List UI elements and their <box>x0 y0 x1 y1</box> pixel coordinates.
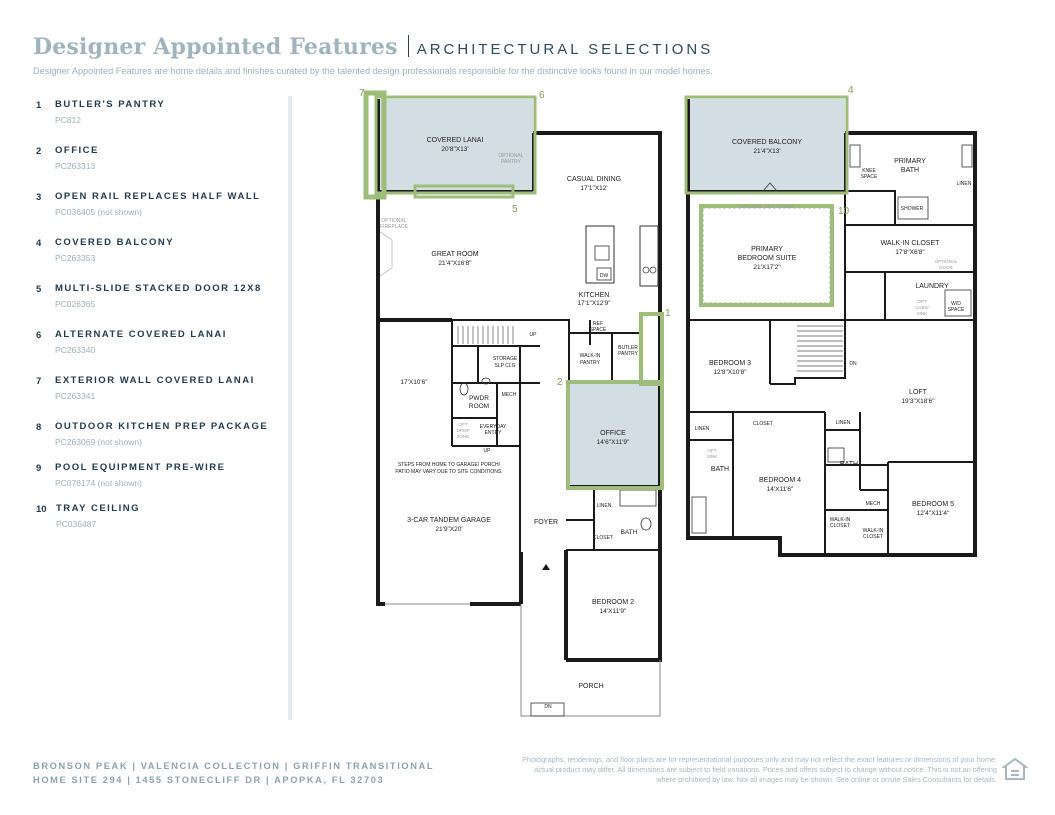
label-optional-pantry: OPTIONAL <box>498 153 524 159</box>
feature-number: 8 <box>36 422 42 433</box>
label-opt-sink-2: SINK <box>706 454 718 459</box>
label-linen-loft: LINEN <box>835 420 851 426</box>
feature-item <box>36 283 281 329</box>
label-optional-fireplace-2: FIREPLACE <box>380 224 408 230</box>
title-sub: ARCHITECTURAL SELECTIONS <box>416 41 714 58</box>
label-garage: 3-CAR TANDEM GARAGE <box>407 517 491 524</box>
feature-code: PC026365 <box>55 299 96 309</box>
feature-title: BUTLER'S PANTRY <box>55 99 166 110</box>
label-bath-loft: BATH <box>839 461 859 468</box>
feature-number: 2 <box>36 146 42 157</box>
feature-title: EXTERIOR WALL COVERED LANAI <box>55 375 255 386</box>
dim-walkin-closet: 17'8"X6'8" <box>895 249 925 256</box>
label-covered-lanai: COVERED LANAI <box>426 137 484 144</box>
feature-code: PC263341 <box>55 391 96 401</box>
feature-number: 7 <box>36 376 42 387</box>
dim-bedroom-4: 14'X11'6" <box>766 486 794 493</box>
feature-number: 4 <box>36 238 42 249</box>
label-walkin-a: WALK-IN <box>829 517 851 523</box>
feature-title: OFFICE <box>55 145 99 156</box>
label-wd-space-2: SPACE <box>947 307 965 313</box>
dim-garage-bay: 17'X10'6" <box>400 379 428 386</box>
feature-code: PC036405 (not shown) <box>55 207 142 217</box>
label-linen-hall: LINEN <box>694 426 710 432</box>
dim-covered-lanai: 20'8"X13' <box>441 146 469 153</box>
label-optional-fireplace: OPTIONAL <box>381 218 407 224</box>
dim-office: 14'6"X11'9" <box>596 439 630 446</box>
feature-title: POOL EQUIPMENT PRE-WIRE <box>55 462 226 473</box>
feature-title: COVERED BALCONY <box>55 237 175 248</box>
dim-bedroom-3: 12'8"X10'8" <box>713 369 747 376</box>
feature-number: 3 <box>36 192 42 203</box>
label-walkin-b: WALK-IN <box>862 528 884 534</box>
feature-code: PC263340 <box>55 345 96 355</box>
marker-4: 4 <box>848 85 854 96</box>
label-dn: DN <box>849 361 857 367</box>
label-covered-balcony: COVERED BALCONY <box>731 139 803 146</box>
label-pwdr-room: PWDR <box>469 395 489 402</box>
label-knee-space-2: SPACE <box>860 174 878 180</box>
label-bedroom-2: BEDROOM 2 <box>591 599 635 606</box>
feature-code: PC036487 <box>56 519 97 529</box>
label-pwdr-room-2: ROOM <box>468 403 490 410</box>
equal-housing-icon <box>1002 757 1028 783</box>
feature-item <box>36 191 281 237</box>
feature-item <box>36 462 281 503</box>
feature-code: PC263069 (not shown) <box>55 437 142 447</box>
label-bath: BATH <box>620 529 638 536</box>
feature-code: PC812 <box>55 115 81 125</box>
divider-line <box>288 96 292 720</box>
label-dw: DW <box>599 273 609 279</box>
dim-kitchen: 17'1"X12'9" <box>577 300 611 307</box>
page-title <box>33 34 713 60</box>
feature-item <box>36 329 281 375</box>
feature-number: 5 <box>36 284 42 295</box>
footer-address <box>33 759 434 787</box>
label-great-room: GREAT ROOM <box>431 251 479 258</box>
label-bath-hall: BATH <box>710 466 730 473</box>
marker-6: 6 <box>539 90 545 101</box>
label-porch: PORCH <box>578 683 604 690</box>
feature-item <box>36 503 281 549</box>
label-porch-dn: DN <box>544 704 552 710</box>
label-walkin-pantry-2: PANTRY <box>580 360 600 366</box>
label-primary-suite: PRIMARY <box>751 246 783 253</box>
dim-covered-balcony: 21'4"X13' <box>753 148 781 155</box>
label-walkin-b-2: CLOSET <box>862 534 884 540</box>
label-walkin-a-2: CLOSET <box>829 523 851 529</box>
label-primary-bath: PRIMARY <box>894 158 926 165</box>
label-closet-hall: CLOSET <box>752 421 774 427</box>
feature-number: 6 <box>36 330 42 341</box>
floor-plan <box>355 84 985 722</box>
dim-garage: 21'9"X20' <box>435 526 463 533</box>
label-ref-space: REF <box>593 321 603 327</box>
label-everyday-entry-2: ENTRY <box>484 430 502 436</box>
dim-bedroom-2: 14'X11'9" <box>599 608 627 615</box>
dim-bedroom-5: 12'4"X11'4" <box>916 510 950 517</box>
dim-primary-suite: 21'X17'2" <box>753 264 781 271</box>
feature-title: ALTERNATE COVERED LANAI <box>55 329 227 340</box>
feature-number: 9 <box>36 463 42 474</box>
label-opt-sink: OPT <box>707 448 717 453</box>
label-walkin-closet: WALK-IN CLOSET <box>880 240 940 247</box>
label-optional-tray: OPTIONAL TRAY CEILING <box>739 204 795 209</box>
label-laundry: LAUNDRY <box>915 283 949 290</box>
marker-10: 10 <box>838 206 850 217</box>
feature-code: PC263353 <box>55 253 96 263</box>
footer-disclaimer: Photographs, renderings, and floor plans are for representational purposes only and may not reflect the exact features or dimensions of your home; actual product may differ. All dimensions are subject to field variations. Prices and offers subject to change without notice. This is not an offering where prohibited by law. Not all images may be shown. See online or onsite Sales Consultants for details. <box>522 755 997 784</box>
label-closet: CLOSET <box>592 535 614 541</box>
feature-list <box>36 99 281 549</box>
feature-item <box>36 145 281 191</box>
label-bedroom-3: BEDROOM 3 <box>708 360 752 367</box>
marker-2: 2 <box>557 377 563 388</box>
feature-title: TRAY CEILING <box>56 503 140 514</box>
label-opt-cabs-2: CABS/ <box>915 305 929 310</box>
label-linen: LINEN <box>596 503 612 509</box>
label-foyer: FOYER <box>533 519 559 526</box>
label-casual-dining: CASUAL DINING <box>566 176 622 183</box>
feature-code: PC263313 <box>55 161 96 171</box>
label-opt-cabs-3: SINK <box>916 311 928 316</box>
label-opt-drop-zone: OPT <box>458 422 468 427</box>
label-office: OFFICE <box>600 430 626 437</box>
label-wd-space: W/D <box>951 301 961 307</box>
feature-item <box>36 99 281 145</box>
label-bedroom-5: BEDROOM 5 <box>911 501 955 508</box>
feature-number: 10 <box>36 504 47 515</box>
dim-great-room: 21'4"X16'8" <box>438 260 472 267</box>
covered-lanai-fill <box>378 99 533 191</box>
feature-number: 1 <box>36 100 42 111</box>
page-description: Designer Appointed Features are home details and finishes curated by the talented design professionals responsible for the distinctive looks found in our model homes. <box>33 66 713 76</box>
label-up-entry: UP <box>483 448 491 454</box>
label-storage: STORAGE <box>492 356 518 362</box>
label-mech-2: MECH <box>865 501 881 507</box>
label-ref-space-2: SPACE <box>589 327 607 333</box>
feature-title: MULTI-SLIDE STACKED DOOR 12X8 <box>55 283 262 294</box>
label-storage-2: SLP CLG <box>494 363 516 369</box>
footer-line-2: HOME SITE 294 | 1455 STONECLIFF DR | APOPKA, FL 32703 <box>33 775 385 785</box>
dim-loft: 19'3"X18'6" <box>901 398 935 405</box>
label-linen-primary: LINEN <box>956 181 972 187</box>
feature-item <box>36 375 281 421</box>
marker-5: 5 <box>512 204 518 215</box>
second-floor-plan <box>688 99 975 555</box>
label-loft: LOFT <box>909 389 927 396</box>
label-optional-door-2: DOOR <box>939 265 953 270</box>
feature-item <box>36 421 281 462</box>
label-butler-pantry-2: PANTRY <box>618 351 638 357</box>
footer-line-1: BRONSON PEAK | VALENCIA COLLECTION | GRIFFIN TRANSITIONAL <box>33 761 435 771</box>
label-mech: MECH <box>501 392 517 398</box>
label-knee-space: KNEE <box>862 168 876 174</box>
label-primary-suite-2: BEDROOM SUITE <box>737 255 797 262</box>
label-opt-drop-zone-2: DROP <box>456 428 470 433</box>
label-optional-door: OPTIONAL <box>934 259 958 264</box>
label-shower: SHOWER <box>900 206 924 212</box>
note-steps-2: PATIO MAY VARY DUE TO SITE CONDITIONS. <box>395 469 503 475</box>
feature-title: OPEN RAIL REPLACES HALF WALL <box>55 191 261 202</box>
dim-casual-dining: 17'1"X12' <box>580 185 608 192</box>
label-bedroom-4: BEDROOM 4 <box>758 477 802 484</box>
label-walkin-pantry: WALK-IN <box>579 353 601 359</box>
title-divider <box>408 35 409 57</box>
label-opt-drop-zone-3: ZONE <box>456 434 470 439</box>
label-everyday-entry: EVERYDAY <box>479 424 507 430</box>
label-optional-pantry-2: PANTRY <box>501 159 521 165</box>
marker-1: 1 <box>665 308 671 319</box>
note-steps: STEPS FROM HOME TO GARAGE/ PORCH/ <box>397 462 501 468</box>
label-butler-pantry: BUTLER <box>618 345 638 351</box>
title-main: Designer Appointed Features <box>33 34 398 60</box>
feature-title: OUTDOOR KITCHEN PREP PACKAGE <box>55 421 269 432</box>
label-kitchen: KITCHEN <box>578 292 610 299</box>
label-primary-bath-2: BATH <box>900 167 920 174</box>
marker-7: 7 <box>359 88 365 99</box>
feature-item <box>36 237 281 283</box>
feature-code: PC078174 (not shown) <box>55 478 142 488</box>
label-opt-cabs: OPT <box>917 299 927 304</box>
label-up-stairs: UP <box>529 332 537 338</box>
